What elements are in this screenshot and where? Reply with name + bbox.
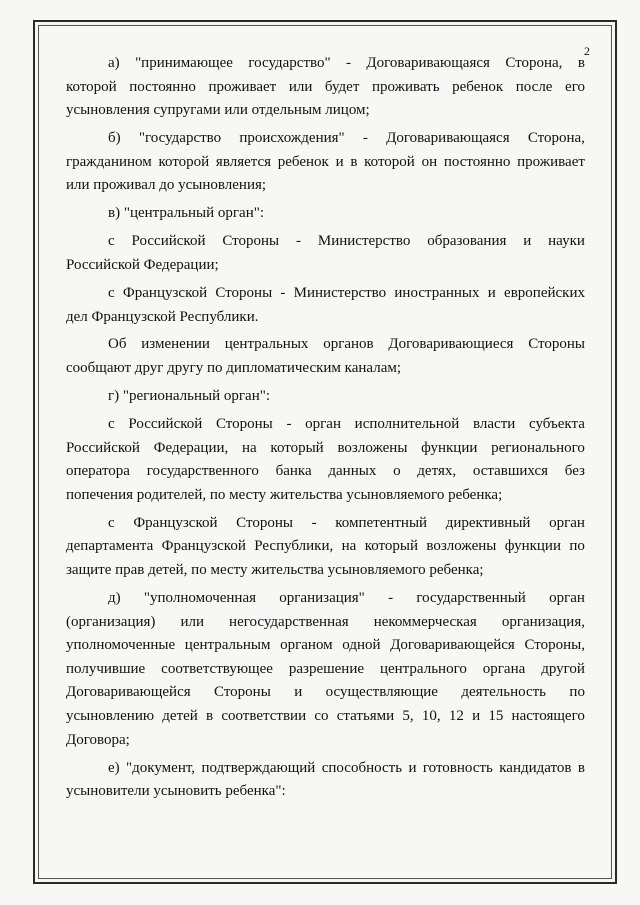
text-line: защите прав детей, по месту жительства усыновляемого ребенка; — [66, 562, 484, 578]
text-line: Российской Федерации, на который возложены функции регионального — [66, 439, 585, 456]
text-line: усыновления супругами или отдельным лицом; — [66, 102, 370, 119]
text-line: с Французской Стороны - компетентный директивный орган — [108, 514, 585, 531]
paragraph — [66, 413, 585, 507]
text-line: Об изменении центральных органов Договаривающиеся Стороны — [108, 336, 585, 353]
text-line: с Российской Стороны - Министерство образования и науки — [108, 233, 585, 250]
paragraph — [66, 385, 585, 409]
page-number: 2 — [584, 44, 590, 58]
paragraph — [66, 282, 585, 329]
paragraph — [66, 333, 585, 380]
paragraph — [66, 52, 585, 123]
paragraph — [66, 587, 585, 752]
text-line: в) "центральный орган": — [108, 205, 265, 222]
text-line: сообщают друг другу по дипломатическим каналам; — [66, 360, 402, 377]
paragraph — [66, 757, 585, 804]
text-line: г) "региональный орган": — [108, 388, 271, 405]
text-line: (организация) или негосударственная некоммерческая организация, — [66, 613, 585, 630]
text-line: или проживал до усыновления; — [66, 177, 267, 194]
text-line: гражданином которой является ребенок и в которой он постоянно проживает — [66, 153, 585, 170]
text-line: Договаривающейся Стороны и осуществляющие деятельность по — [66, 684, 585, 701]
text-line: которой постоянно проживает или будет проживать ребенок после его — [66, 78, 585, 95]
text-line: д) "уполномоченная организация" - государственный орган — [108, 589, 585, 606]
text-line: усыновлению детей в соответствии со статьями 5, 10, 12 и 15 настоящего — [66, 707, 585, 724]
text-line: департамента Французской Республики, на который возложены функции по — [66, 538, 585, 555]
text-line: а) "принимающее государство" - Договаривающаяся Сторона, в — [108, 55, 585, 71]
text-line: Российской Федерации; — [66, 256, 219, 273]
text-line: уполномоченные центральным органом одной Договаривающейся Стороны, — [66, 637, 585, 654]
text-line: е) "документ, подтверждающий способность и готовность кандидатов в — [108, 759, 585, 776]
text-line: с Российской Стороны - орган исполнительной власти субъекта — [108, 416, 585, 433]
text-line: б) "государство происхождения" - Договаривающаяся Сторона, — [108, 130, 585, 147]
text-line: с Французской Стороны - Министерство иностранных и европейских — [108, 284, 585, 301]
text-line: попечения родителей, по месту жительства усыновляемого ребенка; — [66, 486, 503, 503]
text-line: дел Французской Республики. — [66, 308, 259, 325]
paragraph — [66, 512, 585, 583]
text-line: получившие соответствующее разрешение центрального органа другой — [66, 660, 585, 677]
paragraph — [66, 202, 585, 226]
paragraph — [66, 230, 585, 277]
text-line: Договора; — [66, 731, 130, 748]
text-line: оператора государственного банка данных о детях, оставшихся без — [66, 463, 585, 480]
document-body — [66, 52, 585, 804]
paragraph — [66, 127, 585, 198]
text-line: усыновители усыновить ребенка": — [66, 783, 286, 800]
